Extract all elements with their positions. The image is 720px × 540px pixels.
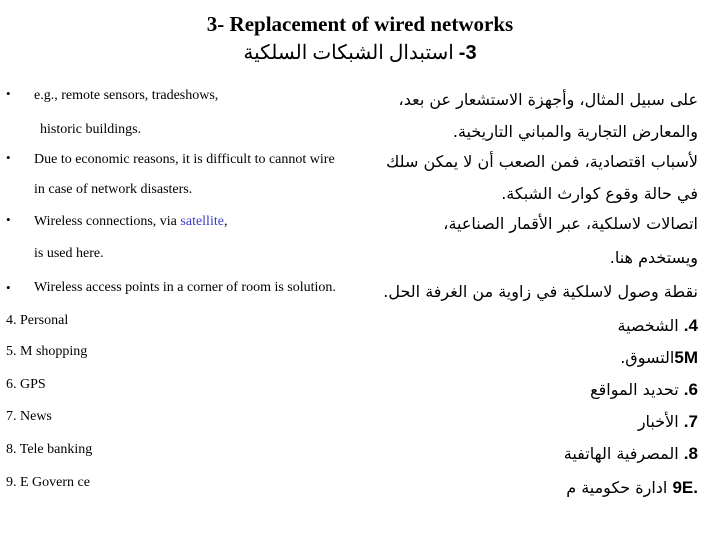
item-9-ar-text: ادارة حكومية م [566, 478, 668, 497]
bullet-1-ar-line1: على سبيل المثال، وأجهزة الاستشعار عن بعد، [398, 90, 698, 109]
item-9-ar-num: .9E [672, 478, 698, 497]
bullet-2-en-line1: Due to economic reasons, it is difficult to cannot wire [34, 152, 335, 167]
bullet-3-en-plain: Wireless connections, via [34, 214, 181, 229]
slide-title-arabic [0, 40, 720, 65]
bullet-3-en-tail: , [223, 214, 228, 229]
bullet-3-en-line2: is used here. [34, 246, 104, 261]
bullet-1-ar-line2: والمعارض التجارية والمباني التاريخية. [452, 122, 698, 141]
bullet-marker: • [6, 86, 11, 101]
item-5-en: 5. M shopping [6, 344, 88, 359]
item-9-ar [566, 478, 698, 498]
item-8-en: 8. Tele banking [6, 442, 93, 457]
title-arabic-number: 3- [458, 42, 477, 64]
item-6-en: 6. GPS [6, 377, 46, 392]
bullet-2-ar-line1: لأسباب اقتصادية، فمن الصعب أن لا يمكن سلك [386, 152, 698, 171]
bullet-2-ar-line2: في حالة وقوع كوارث الشبكة. [501, 184, 698, 203]
item-6-ar-text: تحديد المواقع [590, 380, 679, 399]
item-7-ar-text: الأخبار [637, 412, 679, 431]
slide-title: 3- Replacement of wired networks [206, 12, 514, 36]
bullet-marker: • [6, 212, 11, 227]
bullet-2-en-line2: in case of network disasters. [34, 182, 193, 197]
bullet-4-en-line1: Wireless access points in a corner of room is solution. [34, 280, 336, 295]
bullet-3-ar-line1: اتصالات لاسلكية، عبر الأقمار الصناعية، [443, 214, 698, 233]
bullet-3-ar-line2: ويستخدم هنا. [609, 248, 698, 267]
bullet-4-ar-line1: نقطة وصول لاسلكية في زاوية من الغرفة الحل. [383, 282, 698, 301]
item-7-en: 7. News [6, 409, 52, 424]
item-4-ar [618, 316, 699, 336]
bullet-marker: • [6, 280, 11, 295]
item-6-ar-num: 6. [683, 380, 698, 399]
item-9-en: 9. E Govern ce [6, 475, 90, 490]
bullet-3-en-highlight: satellite [180, 214, 224, 229]
item-6-ar [590, 380, 698, 400]
title-arabic-text: استبدال الشبكات السلكية [243, 42, 454, 64]
item-7-ar [638, 412, 698, 432]
item-7-ar-num: 7. [683, 412, 698, 431]
item-5-ar [620, 348, 698, 368]
bullet-marker: • [6, 150, 11, 165]
item-4-en: 4. Personal [6, 313, 69, 328]
item-8-ar-num: 8. [683, 444, 698, 463]
item-5-ar-text: التسوق. [620, 348, 675, 367]
bullet-1-en-line2: historic buildings. [40, 122, 142, 137]
item-8-ar [564, 444, 698, 464]
bullet-1-en-line1: e.g., remote sensors, tradeshows, [34, 88, 219, 103]
item-4-ar-num: 4. [683, 316, 698, 335]
item-8-ar-text: المصرفية الهاتفية [563, 444, 679, 463]
item-4-ar-text: الشخصية [617, 316, 679, 335]
item-5-ar-num: 5M [674, 348, 698, 367]
bullet-3-en-line1 [34, 214, 227, 230]
